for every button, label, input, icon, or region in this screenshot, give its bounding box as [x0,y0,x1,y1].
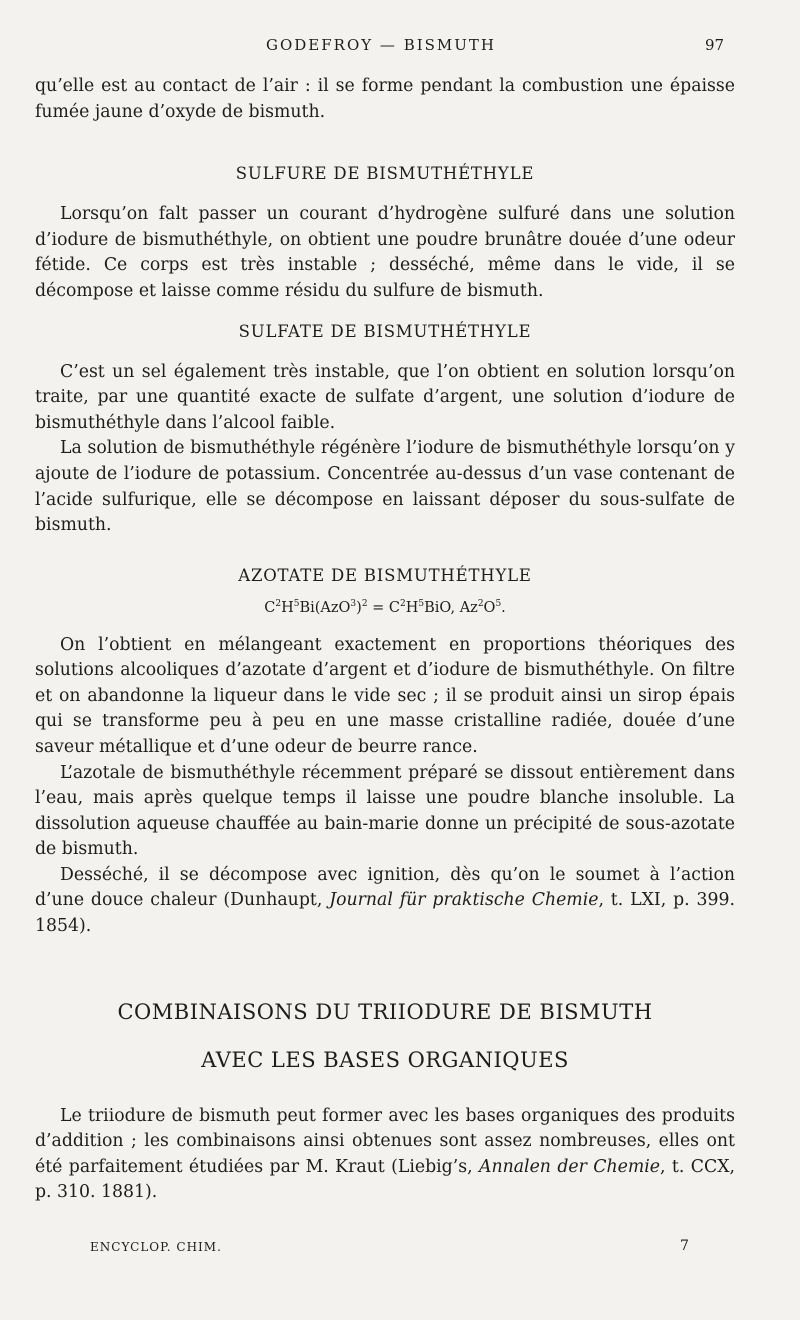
running-title: GODEFROY — BISMUTH [266,36,497,54]
sheet-number: 7 [680,1238,689,1254]
paragraph-sulfure: Lorsqu’on falt passer un courant d’hydrogène sulfuré dans une solution d’iodure de bismuthéthyle, on obtient une poudre brunâtre douée d’une odeur fétide. Ce corps est très instable ; desséché, même dans le vide, il se décompose et laisse comme résidu du sulfure de bismuth. [35,204,735,301]
journal-title: Annalen der Chemie [479,1156,661,1177]
section-heading-sulfure: SULFURE DE BISMUTHÉTHYLE [235,164,535,184]
printer-signature: ENCYCLOP. CHIM. [90,1240,222,1254]
chemical-formula: $C^2H^5Bi(AzO^3)^2 = C^2H^5BiO$, $Az^2O^5$. [264,598,506,616]
intro-paragraph: qu’elle est au contact de l’air : il se forme pendant la combustion une épaisse fumée jaune d’oxyde de bismuth. [35,76,735,122]
paragraph-sulfate-1: C’est un sel également très instable, que l’on obtient en solution lorsqu’on traite, par une quantité exacte de sulfate d’argent, une solution d’iodure de bismuthéthyle dans l’alcool faible. [35,361,735,433]
page-number: 97 [705,36,725,54]
running-head [0,36,800,58]
section-heading-azotate: AZOTATE DE BISMUTHÉTHYLE [238,565,532,585]
page-footer [0,1240,800,1260]
chapter-heading-line-1: COMBINAISONS DU TRIIODURE DE BISMUTH [117,999,653,1024]
chapter-heading-line-2: AVEC LES BASES ORGANIQUES [201,1047,569,1072]
paragraph-azotate-2: L’azotale de bismuthéthyle récemment préparé se dissout entièrement dans l’eau, mais après quelque temps il laisse une poudre blanche insoluble. La dissolution aqueuse chauffée au bain-marie donne un précipité de sous-azotate de bismuth. [35,762,735,860]
body-text [35,74,735,1206]
paragraph-azotate-1: On l’obtient en mélangeant exactement en proportions théoriques des solutions alcooliques d’azotate d’argent et d’iodure de bismuthéthyle. On filtre et on abandonne la liqueur dans le vide sec ; il se produit ainsi un sirop épais qui se transforme peu à peu en une masse cristalline radiée, douée d’une saveur métallique et d’une odeur de beurre rance. [35,634,735,757]
journal-title: Journal für praktische Chemie [329,890,599,911]
paragraph-combinaisons: Le triiodure de bismuth peut former avec les bases organiques des produits d’addition ; les combinaisons ainsi obtenues sont assez nombreuses, elles ont été parfaitement étudiées par M. Kraut (Liebig’s, Annalen der Chemie, t. CCX, p. 310. 1881). [35,1105,735,1203]
paragraph-azotate-3: Desséché, il se décompose avec ignition, dès qu’on le soumet à l’action d’une douce chaleur (Dunhaupt, Journal für praktische Chemie, t. LXI, p. 399. 1854). [35,864,735,937]
section-heading-sulfate: SULFATE DE BISMUTHÉTHYLE [238,321,532,341]
paragraph-sulfate-2: La solution de bismuthéthyle régénère l’iodure de bismuthéthyle lorsqu’on y ajoute de l’iodure de potassium. Concentrée au-dessus d’un vase contenant de l’acide sulfurique, elle se décompose en laissant déposer du sous-sulfate de bismuth. [35,438,735,536]
